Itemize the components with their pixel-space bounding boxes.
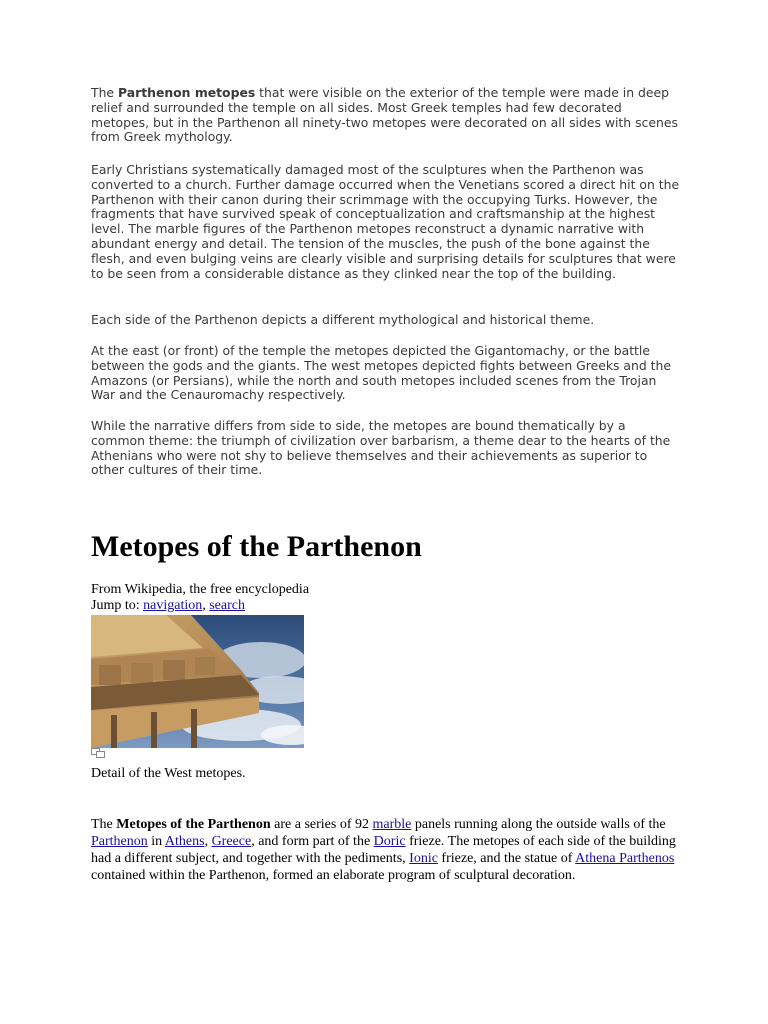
- intro-text: frieze. The metopes of each side of the building had a different subject, and together with the pediments,: [91, 834, 676, 866]
- intro-text: in: [147, 834, 165, 849]
- parthenon-link[interactable]: Parthenon: [91, 834, 148, 849]
- search-link[interactable]: search: [209, 598, 245, 613]
- summary-paragraph-damage: Early Christians systematically damaged most of the sculptures when the Parthenon was converted to a church. Further damage occurred when the Venetians scored a direct hit on the Parthenon with their canon during their scrimmage with the occupying Turks. However, the fragments that have survived speak of conceptualization and craftsmanship at the highest level. The marble figures of the Parthenon metopes reconstruct a dynamic narrative with abundant energy and detail. The tension of the muscles, the push of the bone against the flesh, and even bulging veins are clearly visible and surprising details for sculptures that were to be seen from a considerable distance as they clinked near the top of the building.: [91, 162, 680, 281]
- jump-to-separator: ,: [202, 598, 210, 613]
- summary-paragraph-metopes: [91, 86, 683, 145]
- metopes-bold-term: Metopes of the Parthenon: [116, 817, 271, 832]
- summary-text: that were visible on the exterior of the temple were made in deep relief and surrounded the temple on all sides. Most Greek temples had few decorated metopes, but in the Parthenon all ninety-two metopes were decorated on all sides with scenes from Greek mythology.: [91, 85, 678, 145]
- athena-parthenos-link[interactable]: Athena Parthenos: [575, 851, 675, 866]
- greece-link[interactable]: Greece: [211, 834, 252, 849]
- intro-text: are a series of 92: [270, 817, 373, 832]
- jump-to-links: [91, 598, 245, 614]
- doric-link[interactable]: Doric: [373, 834, 406, 849]
- intro-text: frieze, and the statue of: [437, 851, 576, 866]
- navigation-link[interactable]: navigation: [143, 598, 203, 613]
- jump-to-label: Jump to:: [91, 598, 144, 613]
- intro-text: contained within the Parthenon, formed an elaborate program of sculptural decoration.: [91, 868, 576, 883]
- marble-link[interactable]: marble: [372, 817, 412, 832]
- article-title: Metopes of the Parthenon: [91, 530, 422, 563]
- image-caption: Detail of the West metopes.: [91, 766, 246, 781]
- intro-text: panels running along the outside walls of the: [411, 817, 666, 832]
- magnify-icon[interactable]: [91, 748, 105, 758]
- athens-link[interactable]: Athens: [164, 834, 205, 849]
- intro-text: ,: [204, 834, 212, 849]
- summary-paragraph-themes: At the east (or front) of the temple the metopes depicted the Gigantomachy, or the battle between the gods and the giants. The west metopes depicted fights between Greeks and the Amazons (or Persians), while the north and south metopes included scenes from the Trojan War and the Cenauromachy respectively.: [91, 343, 671, 403]
- summary-paragraph-narrative: While the narrative differs from side to side, the metopes are bound thematically by a common theme: the triumph of civilization over barbarism, a theme dear to the hearts of the Athenians who were not shy to believe themselves and their achievements as superior to other cultures of their time.: [91, 418, 671, 478]
- summary-text: The: [91, 85, 118, 100]
- ionic-link[interactable]: Ionic: [409, 851, 438, 866]
- summary-paragraph-sides: Each side of the Parthenon depicts a different mythological and historical theme.: [91, 312, 595, 327]
- parthenon-metopes-bold: Parthenon metopes: [117, 85, 256, 100]
- west-metopes-photo[interactable]: [91, 615, 304, 748]
- article-tagline: From Wikipedia, the free encyclopedia: [91, 582, 310, 597]
- article-intro-paragraph: [91, 816, 679, 884]
- intro-text: , and form part of the: [251, 834, 374, 849]
- intro-text: The: [91, 817, 117, 832]
